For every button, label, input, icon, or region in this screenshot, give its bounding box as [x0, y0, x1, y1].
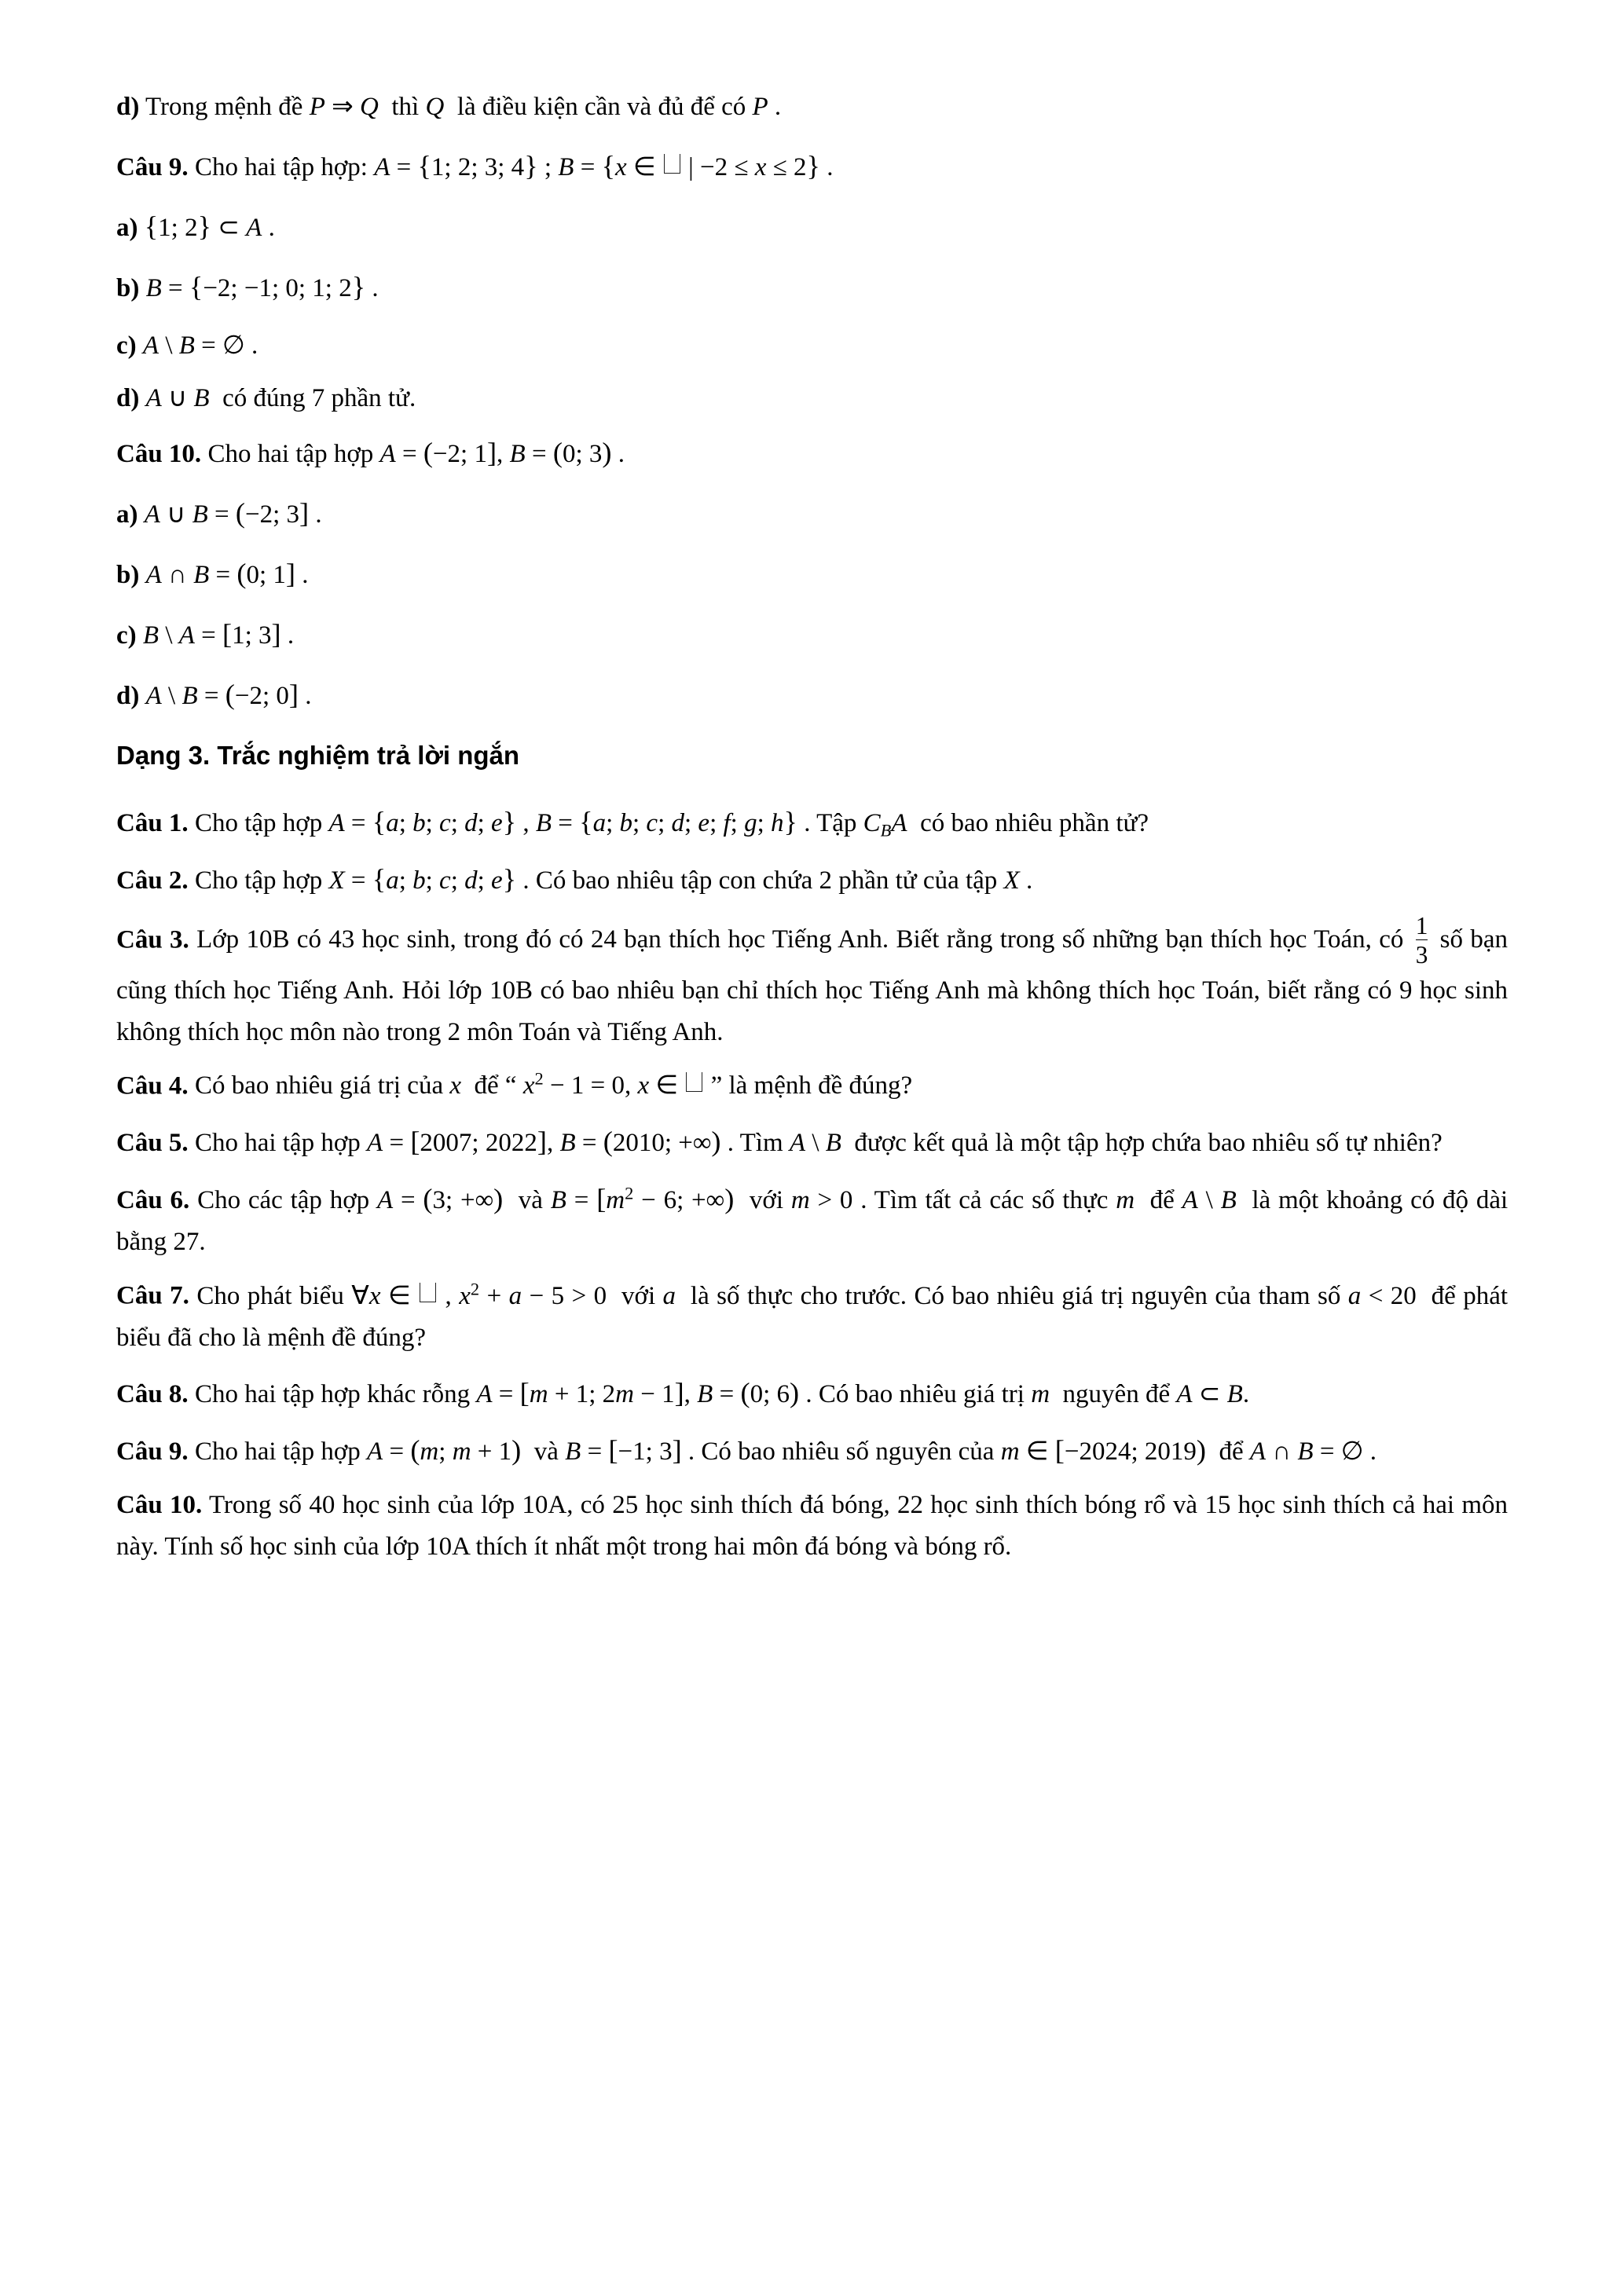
item-text: Cho tập hợp A = {a; b; c; d; e} , B = {a; b; c; d; e; f; g; h} . Tập $C_BA$ có bao nhiêu phần tử? [194, 806, 1149, 840]
question-line [116, 559, 1508, 588]
item-label: Câu 2. [116, 866, 189, 895]
item-text: Cho hai tập hợp khác rỗng A = [m + 1; 2m − 1], B = (0; 6) . Có bao nhiêu giá trị m nguyên để A ⊂ B. [194, 1377, 1250, 1409]
question-paragraph [116, 1427, 1508, 1474]
question-paragraph [116, 1275, 1508, 1360]
item-text: Lớp 10B có 43 học sinh, trong đó có 24 bạn thích học Tiếng Anh. Biết rằng trong số những bạn thích học Toán, có $\frac{1}{3}$ số bạn cũng thích học Tiếng Anh. Hỏi lớp 10B có bao nhiêu bạn chỉ thích học Tiếng Anh mà không thích học Toán, biết rằng có 9 học sinh không thích học môn nào trong 2 môn Toán và Tiếng Anh. [116, 911, 1508, 1047]
question-line [116, 438, 1508, 467]
item-text: Cho hai tập hợp A = (−2; 1], B = (0; 3) . [207, 437, 625, 468]
item-label: c) [116, 621, 137, 650]
item-label: Câu 7. [116, 1281, 189, 1310]
question-paragraph [116, 1119, 1508, 1165]
item-label: d) [116, 682, 140, 710]
question-paragraph [116, 1370, 1508, 1416]
item-label: Câu 3. [116, 925, 189, 954]
item-label: b) [116, 561, 140, 589]
question-paragraph [116, 799, 1508, 845]
question-line [116, 212, 1508, 241]
question-line [116, 386, 1508, 412]
item-label: a) [116, 214, 138, 242]
item-label: Câu 10. [116, 1491, 203, 1519]
item-text: A ∪ B = (−2; 3] . [144, 497, 322, 529]
question-paragraph [116, 1176, 1508, 1264]
item-label: Câu 6. [116, 1185, 190, 1214]
question-paragraph [116, 1065, 1508, 1108]
item-label: Câu 8. [116, 1380, 189, 1409]
item-label: Câu 4. [116, 1071, 189, 1100]
item-text: B = {−2; −1; 0; 1; 2} . [145, 271, 379, 302]
item-text: Cho các tập hợp A = (3; +∞) và $B = [m^2 - 6$; +∞) với m > 0 . Tìm tất cả các số thực m để A \ B là một khoảng có độ dài bằng 27. [116, 1182, 1509, 1257]
item-text: Trong mệnh đề P ⇒ Q thì Q là điều kiện cần và đủ để có P . [145, 93, 782, 121]
item-text: A ∪ B có đúng 7 phần tử. [145, 384, 416, 412]
question-line [116, 273, 1508, 302]
item-text: Cho hai tập hợp A = (m; m + 1) và B = [−1; 3] . Có bao nhiêu số nguyên của m ∈ [−2024; 2019) để A ∩ B = ∅ . [194, 1434, 1377, 1467]
question-line [116, 620, 1508, 649]
item-label: d) [116, 384, 140, 412]
item-text: Cho hai tập hợp: A = {1; 2; 3; 4} ; B = {x ∈ | −2 ≤ x ≤ 2} . [194, 150, 834, 181]
item-label: Câu 5. [116, 1128, 189, 1157]
item-text: Cho phát biểu ∀x ∈ , $x^2 + a - 5 > 0$ với a là số thực cho trước. Có bao nhiêu giá trị nguyên của tham số a < 20 để phát biểu đã cho là mệnh đề đúng? [116, 1278, 1509, 1352]
item-label: c) [116, 331, 137, 360]
question-line [116, 333, 1508, 359]
item-text: Có bao nhiêu giá trị của x để “ $x^2 - 1 = 0$, x ∈ ” là mệnh đề đúng? [194, 1068, 913, 1100]
item-label: b) [116, 274, 140, 302]
item-label: Câu 9. [116, 1437, 189, 1467]
question-line [116, 152, 1508, 181]
item-text: Cho tập hợp X = {a; b; c; d; e} . Có bao nhiêu tập con chứa 2 phần tử của tập X . [194, 862, 1033, 895]
question-paragraph [116, 1485, 1508, 1569]
item-label: Câu 10. [116, 440, 202, 468]
item-text: A \ B = (−2; 0] . [145, 679, 312, 710]
short-answer-block [116, 799, 1508, 1569]
question-paragraph [116, 911, 1508, 1054]
item-text: B \ A = [1; 3] . [142, 618, 295, 650]
item-text: A \ B = ∅ . [142, 331, 258, 360]
question-line [116, 499, 1508, 528]
question-line [116, 680, 1508, 709]
item-label: a) [116, 500, 138, 529]
item-text: {1; 2} ⊂ A . [144, 211, 275, 242]
item-text: Cho hai tập hợp A = [2007; 2022], B = (2010; +∞) . Tìm A \ B được kết quả là một tập hợp chứa bao nhiêu số tự nhiên? [194, 1125, 1443, 1157]
item-label: Câu 9. [116, 153, 189, 181]
question-line [116, 94, 1508, 120]
item-text: A ∩ B = (0; 1] . [145, 558, 309, 589]
multiple-choice-block [116, 94, 1508, 709]
item-text: Trong số 40 học sinh của lớp 10A, có 25 học sinh thích đá bóng, 22 học sinh thích bóng rổ và 15 học sinh thích cả hai môn này. Tính số học sinh của lớp 10A thích ít nhất một trong hai môn đá bóng và bóng rổ. [116, 1491, 1508, 1562]
question-paragraph [116, 856, 1508, 903]
item-label: d) [116, 93, 140, 121]
section-heading: Dạng 3. Trắc nghiệm trả lời ngắn [116, 741, 520, 770]
item-label: Câu 1. [116, 809, 189, 837]
